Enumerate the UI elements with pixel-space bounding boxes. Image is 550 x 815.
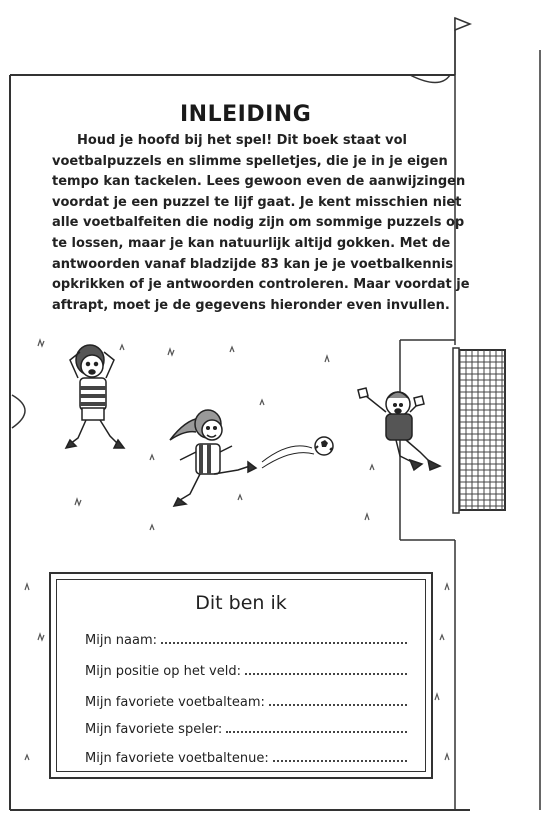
player-field-row[interactable] [85, 717, 407, 737]
kit-field-blank[interactable] [273, 759, 407, 762]
profile-form-title: Dit ben ik [195, 592, 287, 614]
intro-line: alle voetbalfeiten die nodig zijn om sommige puzzels op [52, 215, 465, 231]
kit-field-row[interactable] [85, 746, 407, 766]
page-title: INLEIDING [180, 102, 312, 127]
intro-line: voordat je een puzzel te lijf gaat. Je kent misschien niet [52, 194, 462, 210]
ball-motion-line [262, 446, 312, 462]
goal-net [453, 348, 505, 513]
team-field-row[interactable] [85, 690, 407, 710]
player-field-blank[interactable] [226, 730, 407, 733]
player-field-label: Mijn favoriete speler: [85, 722, 223, 737]
position-field-row[interactable] [85, 659, 407, 679]
intro-paragraph [52, 131, 470, 316]
corner-flag-icon [455, 18, 470, 75]
position-field-label: Mijn positie op het veld: [85, 664, 241, 679]
position-field-blank[interactable] [245, 672, 407, 675]
intro-line: tempo kan tackelen. Lees gewoon even de aanwijzingen [52, 174, 466, 190]
intro-line: antwoorden vanaf bladzijde 83 kan je je voetbalkennis [52, 256, 454, 272]
profile-form-inner-border [56, 579, 426, 772]
kicking-player-illustration [170, 410, 256, 506]
name-field-label: Mijn naam: [85, 633, 158, 648]
intro-line: voetbalpuzzels en slimme spelletjes, die je in je eigen [52, 153, 448, 169]
goalkeeper-illustration [358, 388, 440, 470]
name-field-row[interactable] [85, 628, 407, 648]
name-field-blank[interactable] [161, 641, 407, 644]
intro-line: aftrapt, moet je de gegevens hieronder even invullen. [52, 297, 450, 313]
intro-line: Houd je hoofd bij het spel! Dit boek staat vol [77, 133, 407, 148]
team-field-blank[interactable] [269, 703, 407, 706]
worried-player-illustration [66, 345, 124, 448]
soccer-ball-icon [315, 437, 333, 455]
team-field-label: Mijn favoriete voetbalteam: [85, 695, 265, 710]
kit-field-label: Mijn favoriete voetbaltenue: [85, 751, 269, 766]
profile-form [49, 572, 433, 779]
intro-line: opkrikken of je antwoorden controleren. Maar voordat je [52, 277, 470, 293]
intro-line: te lossen, maar je kan natuurlijk altijd gokken. Met de [52, 235, 451, 251]
ball-motion-line [262, 453, 314, 468]
